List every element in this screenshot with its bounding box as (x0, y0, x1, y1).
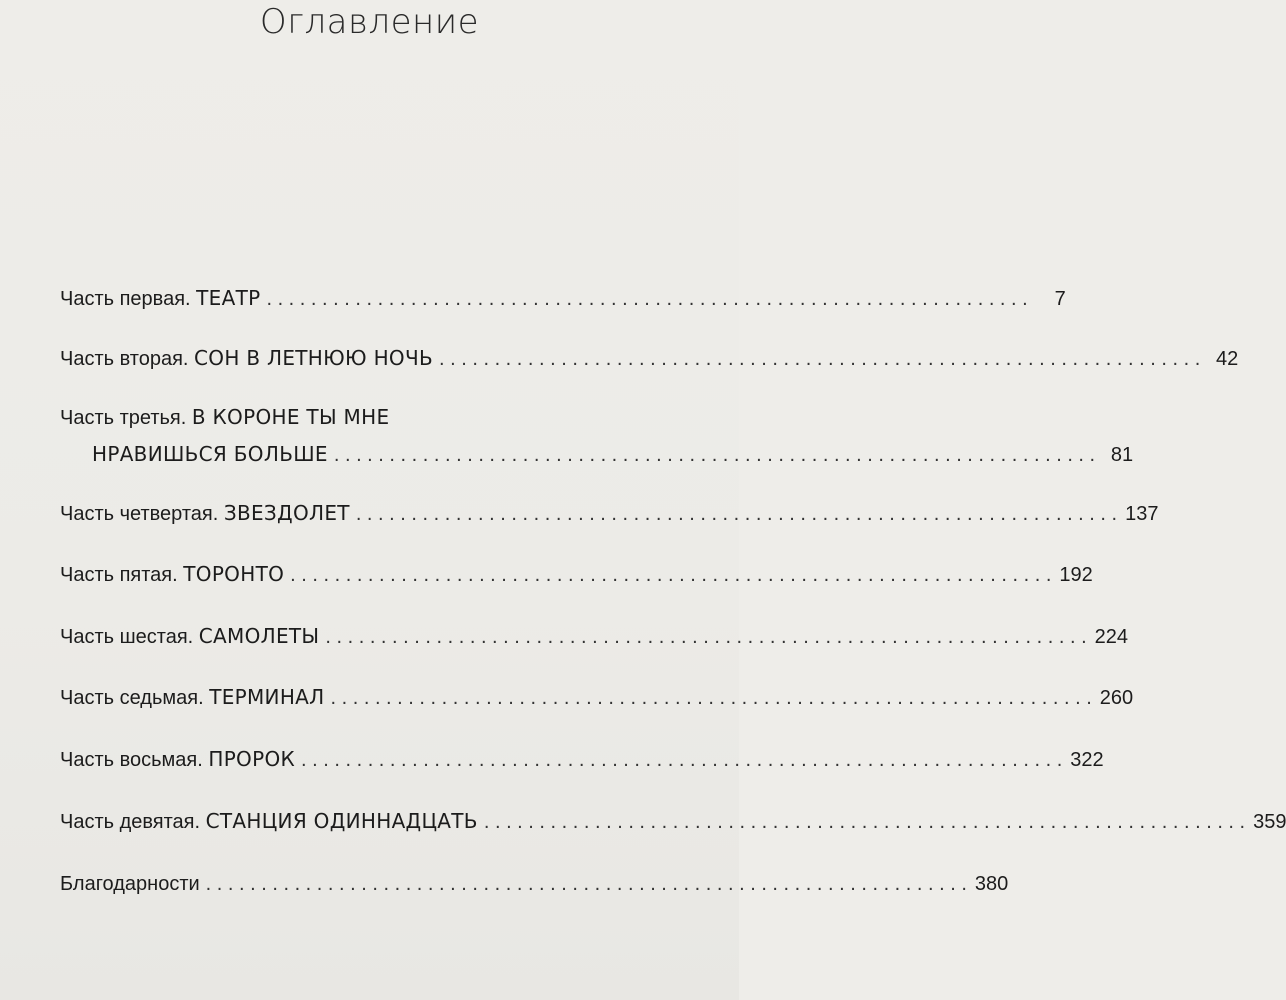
toc-entry-page-number: 322 (1070, 749, 1104, 771)
dot-leader (301, 742, 1062, 778)
toc-entry-title: ТОРОНТО (183, 562, 285, 586)
dot-leader (334, 437, 1095, 473)
toc-entry-part-9[interactable] (60, 803, 1286, 840)
toc-entry-page-number: 192 (1059, 564, 1093, 586)
toc-entry-title: САМОЛЕТЫ (198, 624, 320, 648)
toc-entry-page-number: 7 (1054, 288, 1066, 310)
toc-entry-page-number: 260 (1099, 687, 1134, 709)
toc-entry-page-number: 359 (1253, 811, 1286, 833)
toc-entry-page-number: 224 (1094, 626, 1128, 648)
toc-entry-title: ПРОРОК (208, 747, 296, 771)
dot-leader (266, 281, 1027, 317)
toc-entry-part-5[interactable] (60, 556, 1093, 593)
toc-entry-part-6[interactable] (60, 618, 1128, 655)
toc-entry-part-3[interactable] (60, 399, 1134, 473)
toc-entry-title: СТАНЦИЯ ОДИННАДЦАТЬ (205, 809, 478, 833)
page-title: Оглавление (259, 2, 480, 42)
toc-entry-title: В КОРОНЕ ТЫ МНЕ (191, 405, 390, 429)
toc-entry-title-continued: НРАВИШЬСЯ БОЛЬШЕ (92, 442, 328, 466)
dot-leader (206, 866, 967, 902)
toc-entry-part-label: Часть пятая. (60, 564, 178, 586)
toc-entry-page-number: 137 (1125, 503, 1159, 525)
toc-entry-acknowledgements[interactable] (60, 866, 1009, 902)
toc-entry-part-4[interactable] (60, 495, 1159, 532)
toc-entry-page-number: 42 (1216, 348, 1239, 370)
toc-entry-title: ЗВЕЗДОЛЕТ (223, 501, 350, 525)
dot-leader (484, 804, 1245, 840)
dot-leader (439, 341, 1200, 377)
toc-entry-title: СОН В ЛЕТНЮЮ НОЧЬ (194, 346, 433, 370)
toc-entry-title: ТЕАТР (196, 286, 261, 310)
toc-entry-part-label: Часть первая. (60, 288, 191, 310)
toc-entry-part-label: Часть вторая. (60, 348, 189, 370)
toc-entry-title: ТЕРМИНАЛ (209, 685, 325, 709)
dot-leader (330, 680, 1091, 716)
dot-leader (325, 619, 1086, 655)
toc-entry-part-label: Часть девятая. (60, 811, 201, 833)
toc-entry-part-label: Часть третья. (60, 407, 187, 429)
toc-entry-part-1[interactable] (60, 280, 1066, 317)
toc-entry-part-8[interactable] (60, 741, 1104, 778)
toc-entry-part-label: Благодарности (60, 873, 200, 895)
toc-entry-part-label: Часть седьмая. (60, 687, 204, 709)
toc-entry-part-label: Часть шестая. (60, 626, 194, 648)
toc-entry-page-number: 81 (1110, 444, 1134, 466)
toc-entry-part-7[interactable] (60, 679, 1134, 716)
dot-leader (356, 496, 1117, 532)
dot-leader (290, 557, 1051, 593)
toc-entry-part-label: Часть восьмая. (60, 749, 203, 771)
toc-entry-part-2[interactable] (60, 340, 1239, 377)
toc-entry-part-label: Часть четвертая. (60, 503, 219, 525)
toc-entry-page-number: 380 (974, 873, 1009, 895)
